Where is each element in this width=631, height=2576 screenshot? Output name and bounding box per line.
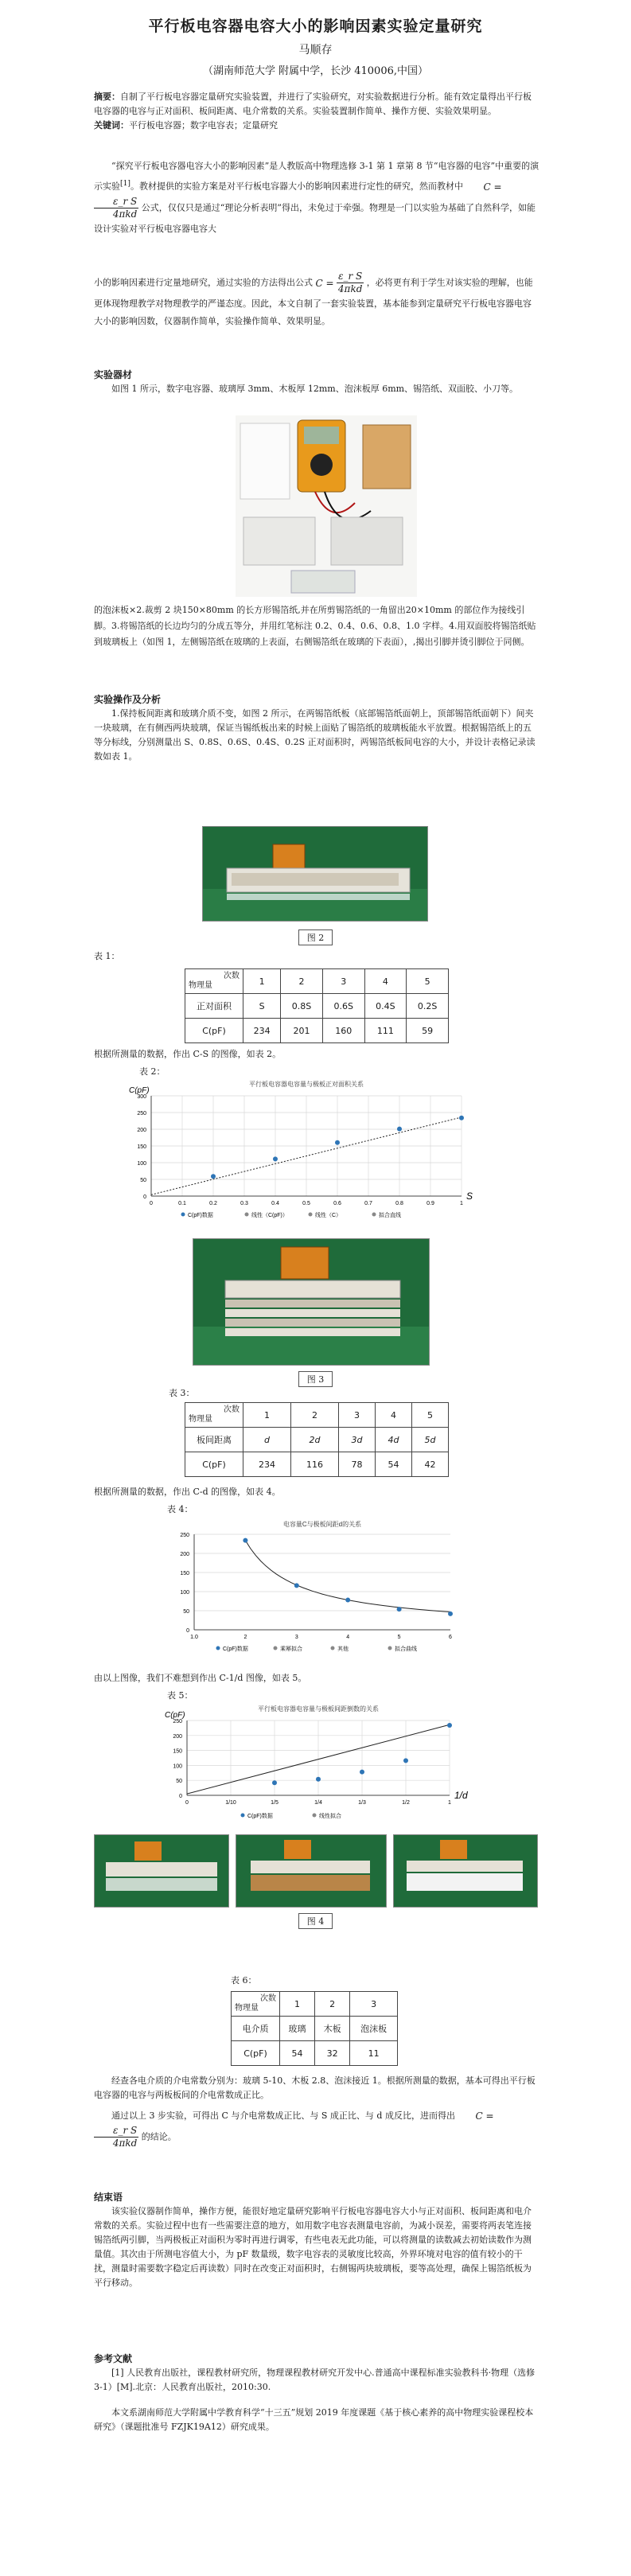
conclusion-text: 该实验仪器制作简单，操作方便，能很好地定量研究影响平行板电容器电容大小与正对面积、板间距离和电介常数的关系。实验过程中也有一些需要注意的地方，如用数字电容表测量电容前，为减小误差，需要将两表笔连接锡箔纸两引脚，当两极板正对面积为零时再进行调零，有些电表无此功能，可以将测量的读数减去初始读数作为测量值。其次由于所测电容值大小，为 pF 数量级，数字电容表的灵敏度比较高，外界环境对电容的值有较小的干扰，测量时需要数字稳定后再读数）同时在改变正对面积时，右侧锡两块玻璃板，要等高处理，确保上锡箔纸板为平行移动。 <box>94 2206 532 2288</box>
y-axis-label: C(pF) <box>165 1711 185 1720</box>
x-tick-label: 2 <box>243 1635 247 1640</box>
intro-text: “探究平行板电容器电容大小的影响因素”是人教版高中物理选修 3-1 第 1 章第 8 节“电容器的电容”中重要的演示实验 <box>94 161 539 192</box>
table-header-cell: 1 <box>243 969 281 994</box>
figure-2-photo <box>202 826 428 922</box>
table-row <box>232 2041 398 2066</box>
affiliation: （湖南师范大学 附属中学，长沙 410006,中国） <box>202 65 429 77</box>
formula: C = <box>483 181 502 193</box>
figure-4-photo-glass <box>94 1834 229 1908</box>
x-tick-label: 0.3 <box>240 1201 248 1206</box>
table-row <box>185 1019 449 1043</box>
y-tick-label: 300 <box>137 1094 146 1100</box>
data-point <box>211 1174 216 1179</box>
materials-step-text: mm 的部位作为接线引脚。3.将锡箔纸的长边均匀的分成五等分，并用红笔标注 0.2、0.4、0.6、0.8、1.0 字样。4.用双面胶将锡箔纸贴到玻璃板上（如图 1，左侧锡箔纸在玻璃的上表面，右侧锡箔纸在玻璃的下表面），,揭出引脚并烫引脚位于同侧。 <box>94 605 536 647</box>
table-header-cell: 2 <box>281 969 323 994</box>
table-corner-cell <box>232 1992 280 2017</box>
data-point <box>397 1607 402 1611</box>
table-cell: 116 <box>291 1452 339 1477</box>
x-tick-label: 0.4 <box>271 1201 279 1206</box>
chart-background <box>119 1078 477 1230</box>
dimension-value: 150×80 <box>181 605 217 615</box>
table-cell: 泡沫板 <box>350 2017 398 2041</box>
formula-fraction <box>94 2125 138 2149</box>
materials-section <box>94 368 539 396</box>
table-header-cell: 4 <box>376 1403 412 1428</box>
x-axis-label: S <box>466 1191 473 1202</box>
table-header-cell: 5 <box>412 1403 449 1428</box>
table-header-cell: 3 <box>322 969 364 994</box>
figure-3-caption: 图 3 <box>298 1371 333 1387</box>
figure-3-photo <box>193 1238 430 1366</box>
table-header-cell: 3 <box>339 1403 376 1428</box>
legend-marker <box>241 1814 245 1818</box>
legend-marker <box>313 1814 317 1818</box>
legend-item: C(pF)数据 <box>188 1213 213 1218</box>
legend-marker <box>309 1213 313 1217</box>
abstract-text: 自制了平行板电容器定量研究实验装置，并进行了实验研究，对实验数据进行分析。能有效定量得出平行板电容器的电容与正对面积、板间距离、电介常数的关系。实验装置制作简单、操作方便、实验效果明显。 <box>94 92 532 116</box>
table-row <box>185 969 449 994</box>
data-point <box>294 1583 299 1588</box>
y-tick-label: 0 <box>143 1194 146 1200</box>
figure-1-photo <box>236 415 417 597</box>
formula-fraction <box>337 271 364 295</box>
formula-denominator: 4πkd <box>112 2138 138 2149</box>
table-cell: 32 <box>315 2041 350 2066</box>
legend-item: 乘幂拟合 <box>280 1647 302 1652</box>
section-heading: 参考文献 <box>94 2353 133 2364</box>
table-row-label: C(pF) <box>185 1452 243 1477</box>
citation: [1] <box>120 179 130 188</box>
legend-marker <box>331 1647 335 1650</box>
table-row <box>185 1452 449 1477</box>
table-header-cell: 4 <box>364 969 407 994</box>
chart-c-vs-s <box>119 1078 477 1230</box>
x-tick-label: 1 <box>460 1201 463 1206</box>
materials-steps <box>94 602 539 650</box>
table-cell: 54 <box>376 1452 412 1477</box>
data-point <box>459 1116 464 1120</box>
author: 马顺存 <box>298 44 333 57</box>
after-table-3: 根据所测量的数据，作出 C-d 的图像，如表 4。 <box>94 1487 281 1497</box>
section-heading: 结束语 <box>94 2192 123 2203</box>
after-table-1: 根据所测量的数据，作出 C-S 的图像，如表 2。 <box>94 1049 282 1059</box>
summary-text: 的结论。 <box>141 2131 177 2142</box>
table-header-cell: 5 <box>407 969 449 994</box>
table-cell: 0.4S <box>364 994 407 1019</box>
data-point <box>447 1723 452 1728</box>
y-tick-label: 100 <box>173 1763 182 1770</box>
y-tick-label: 100 <box>137 1161 146 1167</box>
table-corner-top: 次数 <box>224 1405 240 1414</box>
table-corner-cell <box>185 969 243 994</box>
table-cell: 2d <box>291 1428 339 1452</box>
table-row <box>185 1428 449 1452</box>
figure-2-caption: 图 2 <box>298 929 333 945</box>
references-section <box>94 2352 539 2434</box>
dimension-value: 20×10 <box>405 605 435 615</box>
intro-text: 小的影响因素进行定量地研究，通过实验的方法得出公式 <box>94 277 313 288</box>
table-6 <box>231 1991 398 2066</box>
x-tick-label: 0 <box>185 1800 189 1806</box>
x-tick-label: 0.8 <box>395 1201 403 1206</box>
y-tick-label: 250 <box>180 1533 189 1538</box>
y-tick-label: 200 <box>180 1552 189 1557</box>
table-row-label: 正对面积 <box>185 994 243 1019</box>
table-corner-bottom: 物理量 <box>235 2004 259 2013</box>
intro-paragraph-2 <box>94 271 539 330</box>
data-point <box>345 1598 350 1603</box>
data-point <box>316 1777 321 1782</box>
x-tick-label: 5 <box>397 1635 401 1640</box>
summary-text: 通过以上 3 步实验，可得出 C 与介电常数成正比、与 S 成正比、与 d 成反比，进而得出 <box>111 2110 455 2121</box>
table-cell: 234 <box>243 1452 291 1477</box>
x-tick-label: 6 <box>449 1635 452 1640</box>
y-tick-label: 150 <box>180 1571 189 1576</box>
x-tick-label: 1/3 <box>358 1800 366 1806</box>
table-cell: d <box>243 1428 291 1452</box>
figure-4-photo-wood <box>236 1834 387 1908</box>
x-tick-label: 0.5 <box>302 1201 310 1206</box>
data-point <box>403 1758 408 1763</box>
y-axis-label: C(pF) <box>129 1086 150 1095</box>
legend-item: C(pF)数据 <box>247 1814 273 1819</box>
legend-item: 线性拟合 <box>319 1814 341 1819</box>
table-corner-bottom: 物理量 <box>189 1415 212 1424</box>
abstract <box>94 90 539 133</box>
data-point <box>360 1770 364 1775</box>
table-cell: 42 <box>412 1452 449 1477</box>
table-header-cell: 1 <box>243 1403 291 1428</box>
x-tick-label: 1 <box>448 1800 451 1806</box>
section-heading: 实验器材 <box>94 369 133 380</box>
keywords: 平行板电容器；数字电容表；定量研究 <box>129 120 278 131</box>
table-cell: 0.2S <box>407 994 449 1019</box>
materials-step-text: 的泡沫板×2.裁剪 2 块 <box>94 605 182 615</box>
y-tick-label: 50 <box>176 1779 182 1785</box>
materials-text: 如图 1 所示，数字电容器、玻璃厚 3mm、木板厚 12mm、泡沫板厚 6mm、锡箔纸、双面胶、小刀等。 <box>111 384 519 394</box>
chart-1-label: 表 2： <box>139 1066 166 1077</box>
table-header-cell: 2 <box>291 1403 339 1428</box>
table-cell: 0.6S <box>322 994 364 1019</box>
x-tick-label: 1/10 <box>225 1800 236 1806</box>
formula-denominator: 4πkd <box>337 283 363 294</box>
figure-4-caption: 图 4 <box>298 1913 333 1929</box>
materials-step-text: mm 的长方形锡箔纸,并在所剪锡箔纸的一角留出 <box>216 605 406 615</box>
section-heading: 实验操作及分析 <box>94 694 162 705</box>
x-tick-label: 1/5 <box>271 1800 278 1806</box>
legend-item: 拟合直线 <box>379 1213 401 1218</box>
table-cell: 54 <box>280 2041 315 2066</box>
formula-denominator: 4πkd <box>112 208 138 220</box>
table-1 <box>185 968 449 1043</box>
table-row-label: C(pF) <box>185 1019 243 1043</box>
table-6-label: 表 6： <box>231 1975 257 1986</box>
conclusion-section <box>94 2190 539 2290</box>
formula-numerator: ε_r S <box>94 2125 138 2138</box>
y-tick-label: 250 <box>137 1111 146 1117</box>
summary-paragraph <box>94 2107 539 2149</box>
process-section <box>94 692 539 764</box>
table-row <box>232 2017 398 2041</box>
data-point <box>335 1140 340 1145</box>
page-title: 平行板电容器电容大小的影响因素实验定量研究 <box>148 18 483 35</box>
formula-numerator: ε_r S <box>94 196 138 208</box>
y-tick-label: 50 <box>140 1178 146 1183</box>
table-cell: 201 <box>281 1019 323 1043</box>
keywords-label: 关键词： <box>94 120 129 131</box>
table-cell: 78 <box>339 1452 376 1477</box>
chart-2-label: 表 4： <box>167 1504 193 1514</box>
y-tick-label: 200 <box>173 1733 182 1740</box>
after-chart-2: 由以上图像，我们不难想到作出 C-1/d 图像，如表 5。 <box>94 1673 307 1683</box>
y-tick-label: 150 <box>173 1748 182 1755</box>
formula-numerator: ε_r S <box>338 271 363 282</box>
chart-title: 平行板电容器电容量与极板间距倒数的关系 <box>258 1705 379 1713</box>
legend-item: 线性（C(pF)） <box>251 1213 288 1218</box>
y-tick-label: 0 <box>179 1794 182 1799</box>
x-tick-label: 0.6 <box>333 1201 341 1206</box>
legend-marker <box>372 1213 376 1217</box>
x-tick-label: 0 <box>150 1201 153 1206</box>
table-cell: 玻璃 <box>280 2017 315 2041</box>
intro-text: 。教材提供的实验方案是对平行板电容器大小的影响因素进行定性的研究，然而教材中 <box>130 181 463 192</box>
formula-fraction <box>94 196 138 220</box>
chart-c-vs-d <box>167 1518 462 1662</box>
x-tick-label: 0.2 <box>209 1201 217 1206</box>
table-3 <box>185 1402 449 1477</box>
y-tick-label: 0 <box>186 1628 189 1634</box>
y-tick-label: 100 <box>180 1590 189 1596</box>
table-cell: 5d <box>412 1428 449 1452</box>
reference-item: [1] 人民教育出版社，课程教材研究所，物理课程教材研究开发中心.普通高中课程标准实验教科书·物理（选修 3-1）[M].北京：人民教育出版社，2010:30. <box>94 2368 536 2392</box>
x-tick-label: 1.0 <box>190 1635 198 1640</box>
table-cell: 160 <box>322 1019 364 1043</box>
table-corner-bottom: 物理量 <box>189 981 212 990</box>
table-corner-top: 次数 <box>224 972 240 980</box>
data-point <box>448 1611 453 1616</box>
intro-text: ，必将更有利于学生对该实验的理解，也能更体现物理教学对物理教学的严谨态度。因此，本文自制了一套实验装置，基本能参到定量研究平行板电容器电容大小的影响因数，仪器制作简单，实验操作简单、效果明显。 <box>94 277 533 326</box>
legend-item: 线性（C） <box>315 1213 342 1218</box>
figure-4-photo-foam <box>393 1834 538 1908</box>
x-tick-label: 0.9 <box>427 1201 434 1206</box>
x-tick-label: 0.7 <box>364 1201 372 1206</box>
y-tick-label: 200 <box>137 1128 146 1133</box>
x-tick-label: 1/2 <box>402 1800 410 1806</box>
chart-background <box>155 1703 473 1830</box>
x-axis-label: 1/d <box>454 1790 468 1801</box>
table-1-label: 表 1： <box>94 951 120 961</box>
table-cell: S <box>243 994 281 1019</box>
chart-background <box>167 1518 462 1662</box>
table-row-label: C(pF) <box>232 2041 280 2066</box>
y-tick-label: 150 <box>137 1144 146 1150</box>
legend-item: C(pF)数据 <box>223 1647 248 1652</box>
table-cell: 0.8S <box>281 994 323 1019</box>
table-header-cell: 1 <box>280 1992 315 2017</box>
table-header-cell: 2 <box>315 1992 350 2017</box>
formula: C = <box>475 2110 494 2122</box>
chart-c-vs-inverse-d <box>155 1703 473 1830</box>
intro-text: 公式，仅仅只是通过“理论分析表明”得出，未免过于牵强。物理是一门以实验为基础了自然科学，如能设计实验对平行板电容器电容大 <box>94 202 536 234</box>
table-row <box>185 994 449 1019</box>
legend-marker <box>388 1647 392 1650</box>
table-cell: 234 <box>243 1019 281 1043</box>
x-tick-label: 0.1 <box>178 1201 186 1206</box>
dielectric-paragraph: 经查各电介质的介电常数分别为：玻璃 5-10、木板 2.8、泡沫接近 1。根据所测量的数据，基本可得出平行板电容器的电容与两板板间的介电常数成正比。 <box>94 2075 536 2100</box>
table-cell: 3d <box>339 1428 376 1452</box>
x-tick-label: 3 <box>294 1635 298 1640</box>
legend-item: 其他 <box>337 1647 349 1652</box>
funding-note: 本文系湖南师范大学附属中学教育科学“十三五”规划 2019 年度课题《基于核心素养的高中物理实验课程校本研究》（课题批准号 FZJK19A12）研究成果。 <box>94 2407 534 2432</box>
data-point <box>273 1156 278 1161</box>
table-3-label: 表 3： <box>169 1388 195 1398</box>
figure-2-caption-wrap <box>0 929 631 945</box>
legend-marker <box>181 1213 185 1217</box>
data-point <box>272 1780 277 1785</box>
data-point <box>243 1538 247 1543</box>
table-cell: 4d <box>376 1428 412 1452</box>
table-row <box>232 1992 398 2017</box>
table-row-label: 板间距离 <box>185 1428 243 1452</box>
table-row-label: 电介质 <box>232 2017 280 2041</box>
formula: C = <box>315 277 334 289</box>
figure-3-caption-wrap <box>0 1370 631 1387</box>
x-tick-label: 4 <box>346 1635 350 1640</box>
data-point <box>397 1127 402 1132</box>
process-paragraph: 1.保持板间距离和玻璃介质不变，如图 2 所示，在两锡箔纸板（底部锡箔纸面朝上，顶部锡箔纸面朝下）间夹一块玻璃，在有侧西两块玻璃，保证当锡纸板出来的时候上面贴了锡箔纸的玻璃板能水平放置。根据锡箔纸上的五等分标线，分别测量出 S、0.8S、0.6S、0.4S、0.2S 正对面积时，两锡箔纸板间电容的大小，并设计表格记录读数如表 1。 <box>94 708 536 762</box>
legend-marker <box>216 1647 220 1650</box>
table-cell: 木板 <box>315 2017 350 2041</box>
table-corner-top: 次数 <box>260 1994 276 2003</box>
table-corner-cell <box>185 1403 243 1428</box>
legend-item: 拟合曲线 <box>395 1647 417 1652</box>
chart-title: 平行板电容器电容量与极板正对面积关系 <box>249 1081 364 1088</box>
legend-marker <box>274 1647 278 1650</box>
y-tick-label: 50 <box>183 1609 189 1615</box>
x-tick-label: 1/4 <box>314 1800 322 1806</box>
y-tick-label: 250 <box>173 1719 182 1724</box>
table-cell: 111 <box>364 1019 407 1043</box>
figure-4-caption-wrap <box>0 1912 631 1929</box>
table-header-cell: 3 <box>350 1992 398 2017</box>
table-cell: 11 <box>350 2041 398 2066</box>
table-row <box>185 1403 449 1428</box>
abstract-label: 摘要： <box>94 92 120 102</box>
legend-marker <box>245 1213 249 1217</box>
chart-3-label: 表 5： <box>167 1690 193 1701</box>
chart-title: 电容量C与极板间距d的关系 <box>282 1521 362 1528</box>
table-cell: 59 <box>407 1019 449 1043</box>
intro-paragraph <box>94 158 539 238</box>
